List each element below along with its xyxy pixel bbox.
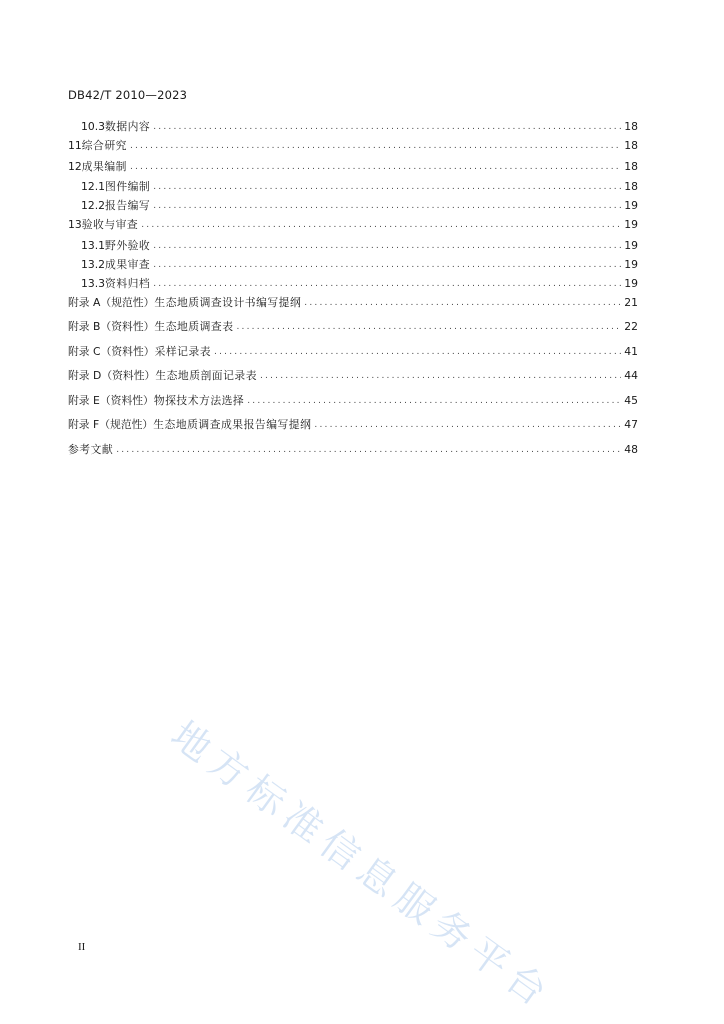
watermark-text: 地方标准信息服务平台 xyxy=(163,712,562,1019)
toc-entry-page: 18 xyxy=(624,120,638,133)
toc-leader-dots xyxy=(153,241,621,251)
toc-entry-page: 18 xyxy=(624,180,638,193)
toc-entry[interactable] xyxy=(68,238,638,257)
toc-appendix-entry[interactable] xyxy=(68,319,638,344)
toc-leader-dots xyxy=(116,445,621,455)
toc-entry-page: 47 xyxy=(624,418,638,431)
toc-references-entry[interactable] xyxy=(68,442,638,467)
page-number: II xyxy=(78,941,86,953)
toc-entry-title: 成果编制 xyxy=(81,159,127,173)
toc-appendix-entry[interactable] xyxy=(68,295,638,320)
toc-entry[interactable] xyxy=(68,276,638,295)
toc-entry-number: 13.2 xyxy=(81,257,106,271)
toc-appendix-label: 附录 A（规范性） xyxy=(68,295,155,309)
toc-entry-title: 验收与审查 xyxy=(81,218,139,231)
toc-leader-dots xyxy=(130,141,621,151)
toc-appendix-label: 附录 B（资料性） xyxy=(68,320,155,333)
toc-entry-number: 11 xyxy=(68,139,82,152)
toc-entry-number: 13.1 xyxy=(81,238,106,252)
toc-entry[interactable] xyxy=(68,179,638,198)
toc-entry-title: 参考文献 xyxy=(68,442,114,456)
toc-entry-page: 44 xyxy=(624,369,638,382)
toc-entry-title: 报告编写 xyxy=(105,199,151,212)
table-of-contents xyxy=(68,119,638,466)
toc-entry-title: 生态地质调查成果报告编写提纲 xyxy=(153,418,312,431)
toc-entry-number: 10.3 xyxy=(81,120,106,133)
toc-leader-dots xyxy=(314,420,621,430)
toc-entry[interactable] xyxy=(68,138,638,159)
toc-entry-page: 19 xyxy=(624,276,638,290)
toc-leader-dots xyxy=(141,220,621,230)
toc-entry-page: 19 xyxy=(624,257,638,271)
toc-entry-number: 13 xyxy=(68,218,82,231)
toc-leader-dots xyxy=(237,322,622,332)
toc-entry-number: 12 xyxy=(68,159,82,173)
toc-appendix-label: 附录 C（资料性） xyxy=(68,344,155,358)
toc-entry-page: 19 xyxy=(624,238,638,252)
toc-entry-title: 生态地质剖面记录表 xyxy=(155,369,257,382)
toc-leader-dots xyxy=(260,371,621,381)
toc-entry[interactable] xyxy=(68,257,638,276)
toc-appendix-label: 附录 D（资料性） xyxy=(68,369,156,382)
toc-appendix-entry[interactable] xyxy=(68,344,638,369)
toc-entry-title: 采样记录表 xyxy=(154,344,212,358)
document-code-header: DB42/T 2010—2023 xyxy=(68,88,188,102)
toc-entry-title: 成果审查 xyxy=(105,257,151,271)
toc-leader-dots xyxy=(304,298,621,308)
toc-leader-dots xyxy=(153,260,621,270)
toc-entry-page: 18 xyxy=(624,139,638,152)
toc-leader-dots xyxy=(247,396,621,406)
toc-entry-title: 综合研究 xyxy=(81,139,127,152)
toc-entry-page: 19 xyxy=(624,199,638,212)
toc-entry[interactable] xyxy=(68,119,638,138)
toc-entry-title: 野外验收 xyxy=(105,238,151,252)
toc-appendix-entry[interactable] xyxy=(68,417,638,442)
toc-leader-dots xyxy=(153,182,621,192)
toc-entry-page: 18 xyxy=(624,159,638,173)
toc-entry-title: 物探技术方法选择 xyxy=(153,393,245,407)
toc-leader-dots xyxy=(153,201,621,211)
toc-entry-title: 图件编制 xyxy=(105,180,151,193)
toc-entry[interactable] xyxy=(68,198,638,217)
toc-leader-dots xyxy=(130,162,621,172)
toc-entry[interactable] xyxy=(68,217,638,238)
toc-entry-title: 生态地质调查设计书编写提纲 xyxy=(154,295,302,309)
toc-leader-dots xyxy=(153,279,621,289)
toc-leader-dots xyxy=(153,122,621,132)
toc-appendix-entry[interactable] xyxy=(68,368,638,393)
toc-entry-title: 资料归档 xyxy=(105,276,151,290)
toc-appendix-label: 附录 E（资料性） xyxy=(68,393,154,407)
toc-entry-page: 41 xyxy=(624,344,638,358)
toc-entry-page: 45 xyxy=(624,393,638,407)
toc-entry-title: 生态地质调查表 xyxy=(154,320,234,333)
toc-leader-dots xyxy=(214,347,621,357)
toc-entry-page: 48 xyxy=(624,442,638,456)
toc-entry-page: 19 xyxy=(624,218,638,231)
toc-entry-number: 12.1 xyxy=(81,180,106,193)
toc-entry-number: 12.2 xyxy=(81,199,106,212)
toc-entry-title: 数据内容 xyxy=(105,120,151,133)
toc-entry-number: 13.3 xyxy=(81,276,106,290)
toc-appendix-label: 附录 F（规范性） xyxy=(68,418,154,431)
toc-appendix-entry[interactable] xyxy=(68,393,638,418)
toc-entry[interactable] xyxy=(68,159,638,180)
toc-entry-page: 21 xyxy=(624,295,638,309)
toc-entry-page: 22 xyxy=(624,320,638,333)
